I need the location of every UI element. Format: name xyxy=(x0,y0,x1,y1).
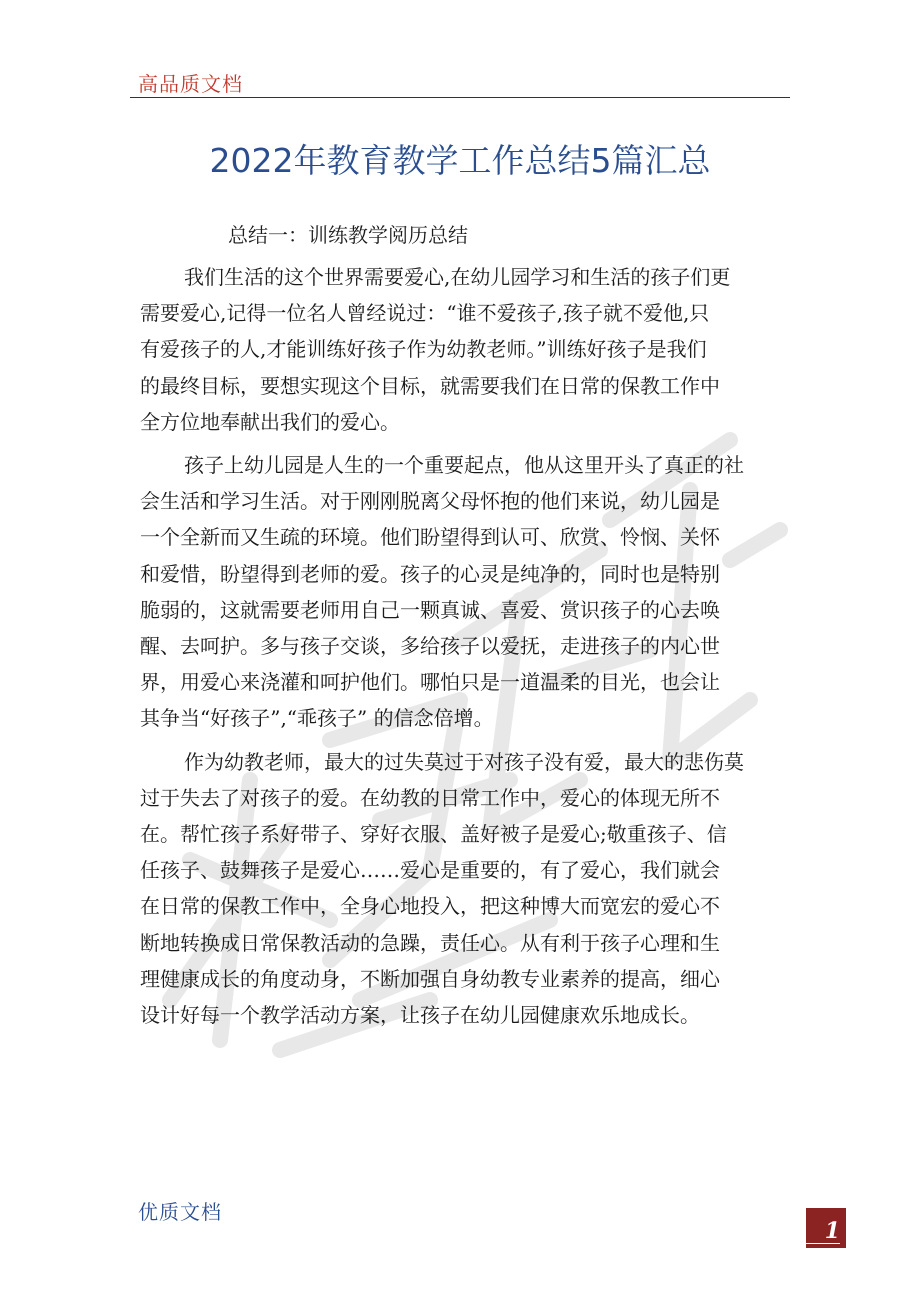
text-line: 任孩子、鼓舞孩子是爱心……爱心是重要的，有了爱心，我们就会 xyxy=(140,858,720,883)
header-divider xyxy=(130,97,790,98)
text-line: 在。帮忙孩子系好带子、穿好衣服、盖好被子是爱心;敬重孩子、信 xyxy=(140,822,727,847)
text-line: 我们生活的这个世界需要爱心,在幼儿园学习和生活的孩子们更 xyxy=(184,265,731,289)
text-line: 的最终目标，要想实现这个目标，就需要我们在日常的保教工作中 xyxy=(140,373,720,398)
text-line: 设计好每一个教学活动方案，让孩子在幼儿园健康欢乐地成长。 xyxy=(140,1003,700,1028)
header-label: 高品质文档 xyxy=(138,72,243,96)
text-line: 其争当“好孩子”,“乖孩子” 的信念倍增。 xyxy=(140,706,494,731)
document-body xyxy=(140,259,792,1040)
text-line: 理健康成长的角度动身，不断加强自身幼教专业素养的提高，细心 xyxy=(140,966,720,991)
paragraph xyxy=(140,744,792,1034)
text-line: 有爱孩子的人,才能训练好孩子作为幼教老师。”训练好孩子是我们 xyxy=(140,337,707,362)
text-line: 在日常的保教工作中，全身心地投入，把这种博大而宽宏的爱心不 xyxy=(140,894,720,919)
text-line: 过于失去了对孩子的爱。在幼教的日常工作中，爱心的体现无所不 xyxy=(140,785,720,810)
text-line: 醒、去呵护。多与孩子交谈，多给孩子以爱抚，走进孩子的内心世 xyxy=(140,634,720,659)
text-line: 脆弱的，这就需要老师用自己一颗真诚、喜爱、赏识孩子的心去唤 xyxy=(140,597,720,622)
document-title: 2022年教育教学工作总结5篇汇总 xyxy=(209,141,711,180)
paragraph xyxy=(140,447,792,737)
text-line: 会生活和学习生活。对于刚刚脱离父母怀抱的他们来说，幼儿园是 xyxy=(140,489,720,514)
text-line: 孩子上幼儿园是人生的一个重要起点，他从这里开头了真正的社 xyxy=(184,453,744,478)
text-line: 全方位地奉献出我们的爱心。 xyxy=(140,409,400,434)
text-line: 界，用爱心来浇灌和呵护他们。哪怕只是一道温柔的目光，也会让 xyxy=(140,670,720,695)
footer-label: 优质文档 xyxy=(138,1200,222,1224)
text-line: 和爱惜，盼望得到老师的爱。孩子的心灵是纯净的，同时也是特别 xyxy=(140,561,720,586)
paragraph xyxy=(140,259,792,440)
text-line: 一个全新而又生疏的环境。他们盼望得到认可、欣赏、怜悯、关怀 xyxy=(140,525,720,550)
page-number-badge: 1 xyxy=(806,1208,846,1248)
text-line: 需要爱心,记得一位名人曾经说过：“谁不爱孩子,孩子就不爱他,只 xyxy=(140,301,710,326)
text-line: 作为幼教老师，最大的过失莫过于对孩子没有爱，最大的悲伤莫 xyxy=(184,749,744,774)
text-line: 断地转换成日常保教活动的急躁，责任心。从有利于孩子心理和生 xyxy=(140,930,720,955)
section-heading: 总结一：训练教学阅历总结 xyxy=(228,223,468,247)
